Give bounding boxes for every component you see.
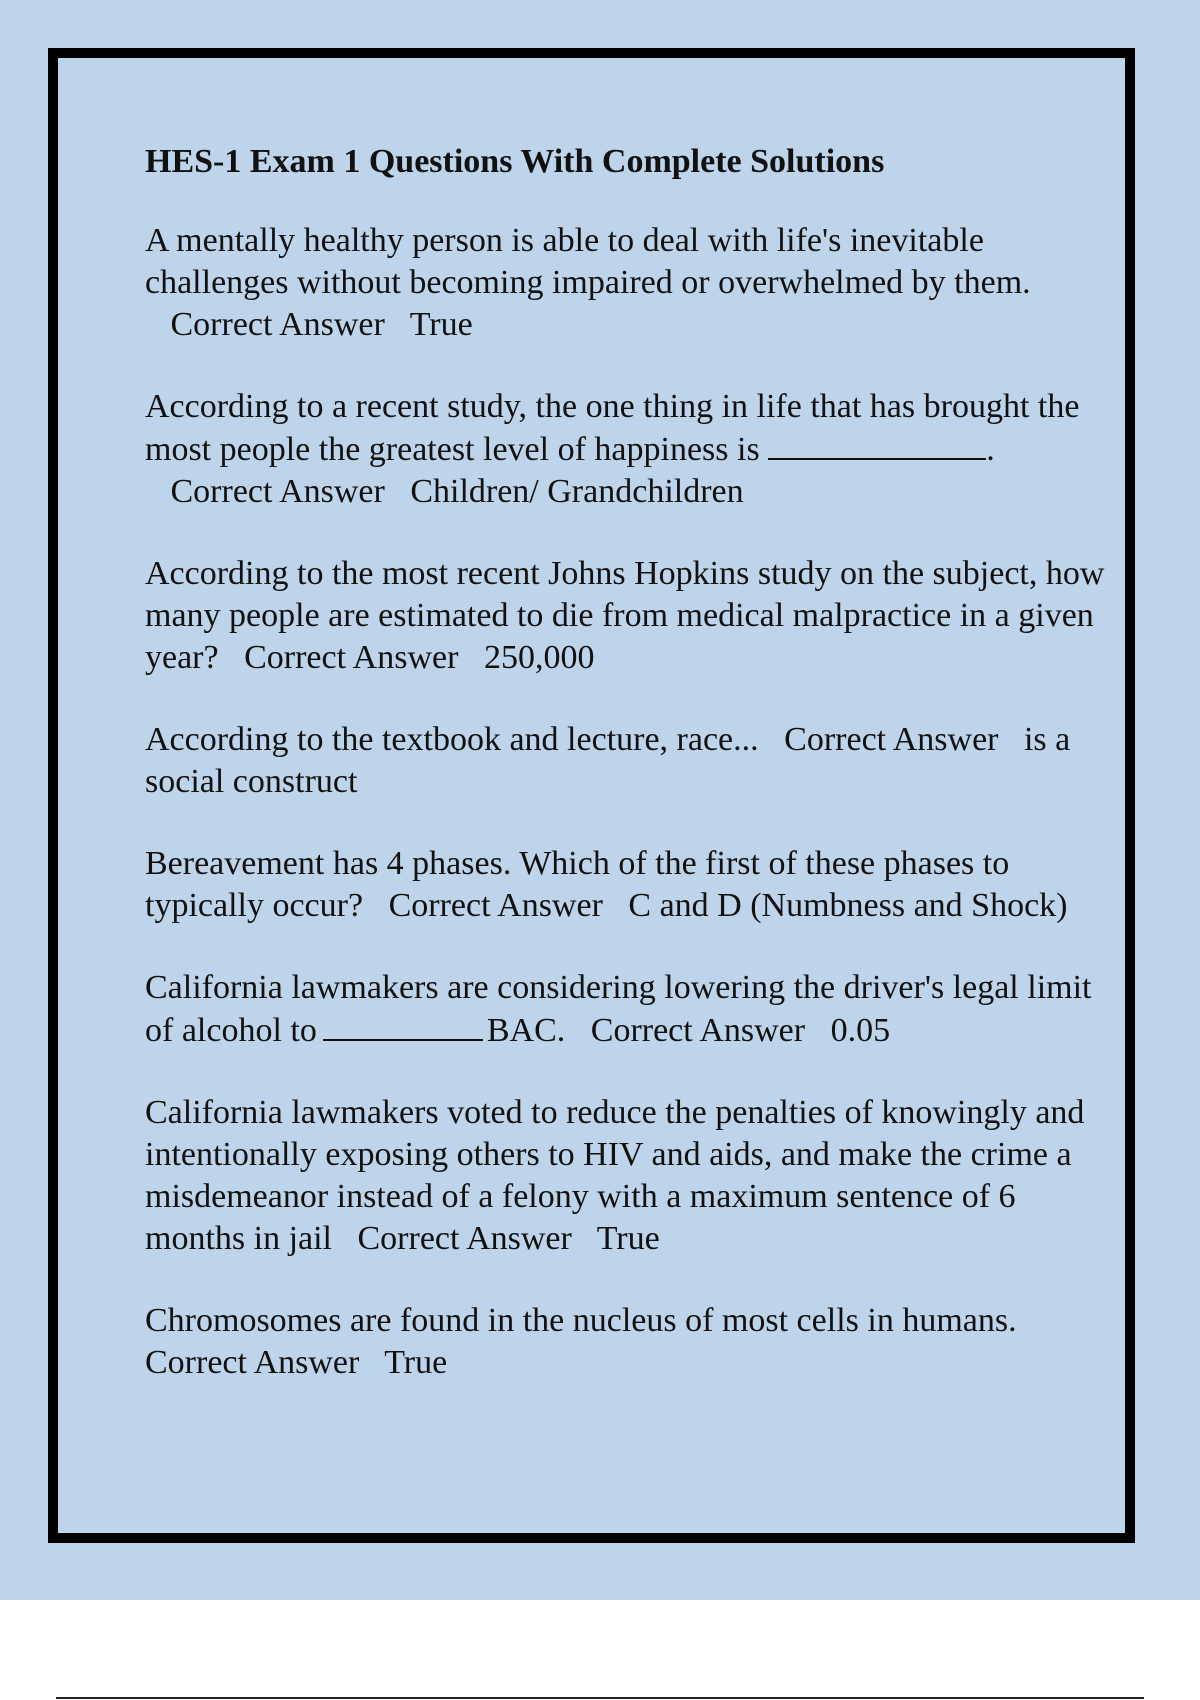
question-item bbox=[145, 967, 1105, 1052]
answer-text: True bbox=[409, 306, 473, 343]
question-item bbox=[145, 1300, 1105, 1384]
answer-label: Correct Answer bbox=[244, 639, 459, 676]
question-item bbox=[145, 553, 1105, 679]
fill-in-blank bbox=[768, 428, 986, 460]
question-text-end: . bbox=[986, 431, 995, 468]
answer-label: Correct Answer bbox=[145, 1344, 360, 1381]
answer-text: Children/ Grandchildren bbox=[410, 473, 744, 510]
answer-label: Correct Answer bbox=[590, 1012, 806, 1049]
question-text-end: BAC. bbox=[486, 1012, 566, 1049]
answer-label: Correct Answer bbox=[357, 1220, 572, 1257]
question-item bbox=[145, 719, 1105, 803]
fill-in-blank bbox=[323, 1009, 483, 1041]
answer-text: True bbox=[596, 1220, 660, 1257]
question-text: Chromosomes are found in the nucleus of most cells in humans. bbox=[145, 1302, 1017, 1339]
answer-text: True bbox=[384, 1344, 448, 1381]
document-title: HES-1 Exam 1 Questions With Complete Solutions bbox=[145, 143, 885, 180]
question-item bbox=[145, 1092, 1105, 1260]
footer-divider bbox=[56, 1697, 1144, 1699]
question-text: Bereavement has 4 phases. Which of the first of these phases to typically occur? bbox=[145, 845, 1010, 924]
question-item bbox=[145, 220, 1105, 346]
answer-label: Correct Answer bbox=[170, 473, 385, 510]
question-text: A mentally healthy person is able to deal with life's inevitable challenges without becoming impaired or overwhelmed by them. bbox=[145, 222, 1031, 301]
question-text: California lawmakers voted to reduce the penalties of knowingly and intentionally exposing others to HIV and aids, and make the crime a misdemeanor instead of a felony with a maximum sentence of 6 months in jail bbox=[145, 1094, 1085, 1257]
question-item bbox=[145, 386, 1105, 513]
answer-text: 0.05 bbox=[830, 1012, 891, 1049]
question-text: According to a recent study, the one thing in life that has brought the most people the greatest level of happiness is bbox=[145, 388, 1080, 468]
document-content bbox=[145, 140, 1105, 1424]
question-text: According to the textbook and lecture, race... bbox=[145, 721, 759, 758]
question-text: California lawmakers are considering lowering the driver's legal limit of alcohol to bbox=[145, 969, 1092, 1049]
answer-text: 250,000 bbox=[483, 639, 595, 676]
answer-label: Correct Answer bbox=[388, 887, 603, 924]
answer-text: C and D (Numbness and Shock) bbox=[628, 887, 1068, 924]
question-item bbox=[145, 843, 1105, 927]
answer-label: Correct Answer bbox=[784, 721, 999, 758]
answer-label: Correct Answer bbox=[170, 306, 385, 343]
question-text: According to the most recent Johns Hopkins study on the subject, how many people are estimated to die from medical malpractice in a given year? bbox=[145, 555, 1105, 676]
answer-text: is a social construct bbox=[145, 721, 1071, 800]
